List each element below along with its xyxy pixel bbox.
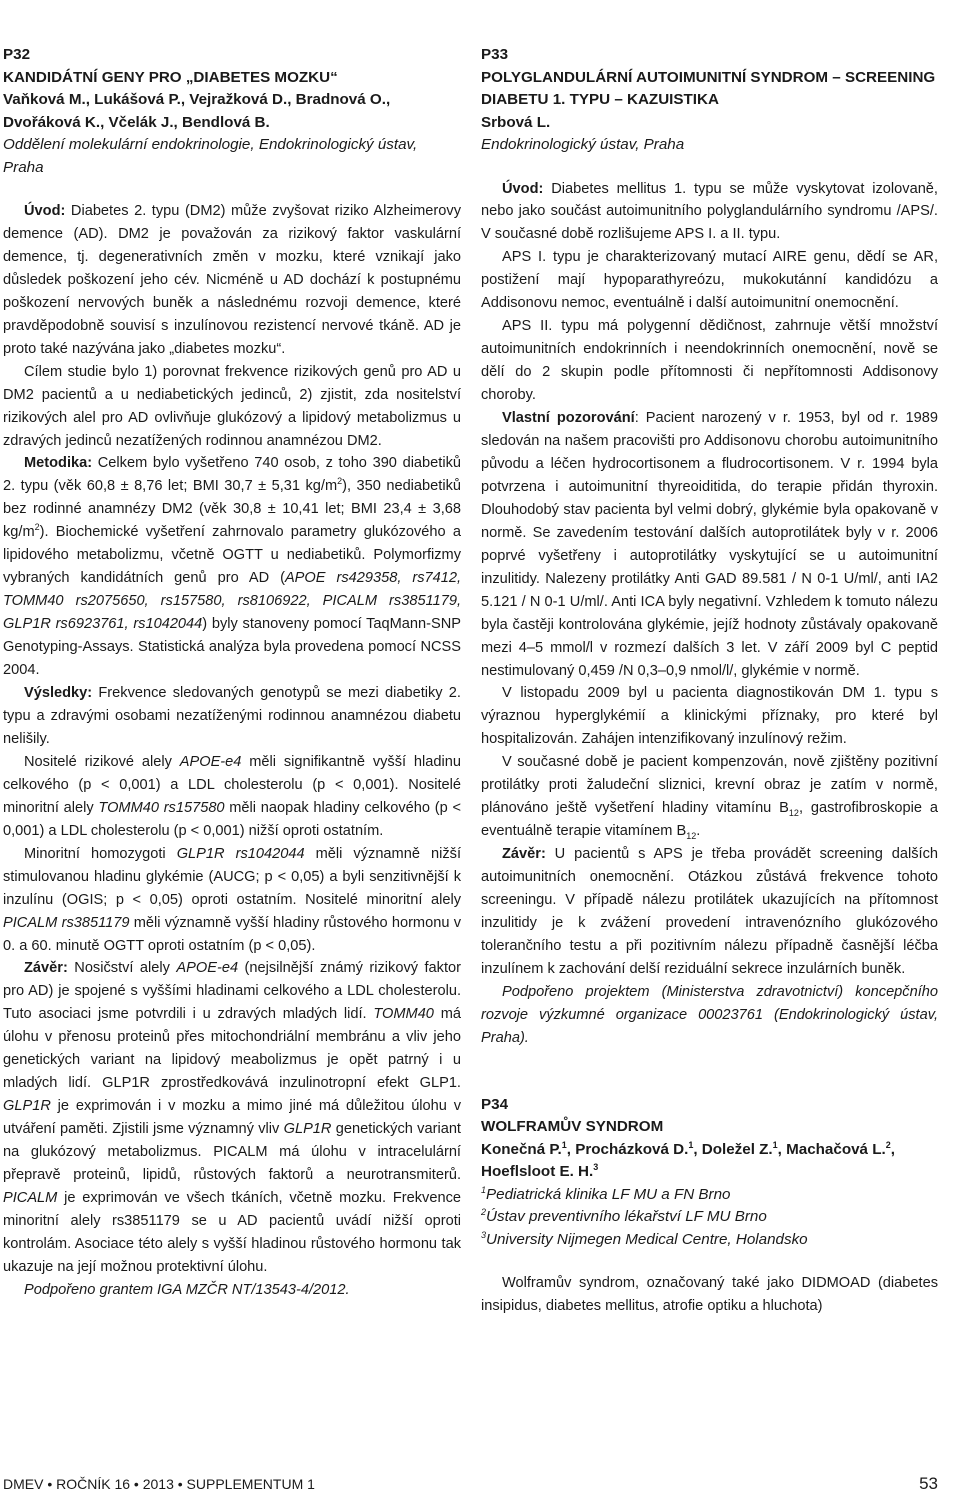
result-glp1r: Minoritní homozygoti GLP1R rs1042044 měli významně nižší stimulovanou hladinu glykémie (AUCG; p < 0,05) a byli senzitivnější k inzulínu (OGIS; p < 0,05) oproti ostatním. Nositelé minoritní alely PICALM rs3851179 měli významně vyšší hladiny růstového hormonu v 0. a 60. minutě OGTT oproti ostatním (p < 0,05). [3,845,461,954]
paragraph-soucasnost: V současné době je pacient kompenzován, nově zjištěny pozitivní protilátky proti žaludeční sliznici, krevní obraz je zatím v normě, plánováno ještě vyšetření hladiny vitamínu $B_{12}$, gastrofibroskopie a eventuálně terapie vitamínem $B_{12}$. [481,754,938,842]
abstract-id: P32 [3,46,31,63]
affiliation-3: $^3$University Nijmegen Medical Centre, Holandsko [481,1229,808,1248]
abstract-authors: Vaňková M., Lukášová P., Vejražková D., Bradnová O., Dvořáková K., Včelák J., Bendlová B. [3,91,391,131]
result-apoe: Nositelé rizikové alely APOE-e4 měli signifikantně vyšší hladinu celkového (p < 0,001) a LDL cholesterolu (p < 0,001). Nositelé minoritní alely TOMM40 rs157580 měli naopak hladiny celkového (p < 0,001) a LDL cholesterolu (p < 0,001) nižší oproti ostatním. [3,753,461,839]
section-uvod: Úvod: Diabetes 2. typu (DM2) může zvyšovat riziko Alzheimerovy demence (AD). DM2 je považován za rizikový faktor vaskulární demence, tj. degenerativních změn v mozku, které vznikají jako důsledek poškození jeho cév. Nicméně u AD dochází k postupnému poškození nervových buněk a následnému rozvoji demence, které pravděpodobně souvisí s inzulínovou rezistencí nervové tkáně. AD je proto také nazývána jako „diabetes mozku“. [3,203,461,357]
intro-paragraph: Wolframův syndrom, označovaný také jako DIDMOAD (diabetes insipidus, diabetes mellitus, atrofie optiku a hluchota) [481,1275,938,1315]
grant-note: Podpořeno grantem IGA MZČR NT/13543-4/2012. [24,1281,350,1298]
abstract-title: WOLFRAMŮV SYNDROM [481,1118,664,1136]
affiliation-2: $^2$Ústav preventivního lékařství LF MU Brno [481,1207,767,1226]
abstract-authors: Konečná P.$^1$, Procházková D.$^1$, Doležel Z.$^1$, Machačová L.$^2$, Hoeflsloot E. H.$^3$ [481,1139,895,1181]
aps2-paragraph: APS II. typu má polygenní dědičnost, zahrnuje větší množství autoimunitních endokrinních i neendokrinních onemocnění, nově se dělí do 2 skupin podle přítomnosti či nepřítomnosti Addisonovy choroby. [481,318,938,404]
affiliation-1: $^1$Pediatrická klinika LF MU a FN Brno [481,1184,731,1203]
abstract-authors: Srbová L. [481,113,551,131]
abstract-affiliation: Endokrinologický ústav, Praha [481,136,685,153]
abstract-affiliation: Oddělení molekulární endokrinologie, Endokrinologický ústav, Praha [3,136,418,176]
section-uvod: Úvod: Diabetes mellitus 1. typu se může vyskytovat izolovaně, nebo jako součást autoimunitního polyglandulárního syndromu /APS/. V současné době rozlišujeme APS I. a II. typu. [481,180,938,243]
abstract-title: POLYGLANDULÁRNÍ AUTOIMUNITNÍ SYNDROM – SCREENING DIABETU 1. TYPU – KAZUISTIKA [481,68,936,108]
section-zaver: Závěr: U pacientů s APS je třeba provádět screening dalších autoimunitních onemocnění. Otázkou zůstává frekvence tohoto screeningu. V případě nálezu protilátek ukazujících na přítomnost inzulitidy je k zvážení provedení intravenózního glukózového tolerančního testu a při pozitivním nálezu případně časnější léčba inzulínem k zachování delší reziduální sekrece inzulárních buněk. [481,846,938,977]
paragraph-listopad: V listopadu 2009 byl u pacienta diagnostikován DM 1. typu s výraznou hyperglykémií a klinickými příznaky, pro které byl hospitalizován. Zahájen intenzifikovaný inzulínový režim. [481,685,938,748]
abstract-title: KANDIDÁTNÍ GENY PRO „DIABETES MOZKU“ [3,68,338,86]
page-number: 53 [919,1474,938,1493]
section-vlastni-pozorovani: Vlastní pozorování: Pacient narozený v r. 1953, byl od r. 1989 sledován na našem pracovišti pro Addisonovu chorobu autoimunitního původu a léčen hydrocortisonem a fludrocortisonem. V r. 1994 byla potvrzena i autoimunitní thyreoiditida, do terapie přidán thyroxin. Dlouhodobý stav pacienta byl velmi dobrý, glykémie byla opakovaně v normě. Se zavedením testování dalších autoprotilátek byly v r. 2006 poprvé vyšetřeny i autoprotilátky vyskytující se u autoimunitní inzulitidy. Nalezeny protilátky Anti GAD 89.581 / N 0-1 U/ml/, anti IA2 5.121 / N 0-1 U/ml/. Anti ICA byly negativní. Vzhledem k tomuto nálezu byla častěji kontrolována glykémie, jejíž hodnoty zůstávaly opakovaně mezi 4–5 mmol/l v rozmezí dalších 3 let. V září 2009 byl C peptid nestimulovaný 0,459 /N 0,3–0,9 nmol/l/, glykémie v normě. [481,410,938,679]
section-vysledky: Výsledky: Frekvence sledovaných genotypů se mezi diabetiky 2. typu a zdravými osobami nezatíženými rodinnou anamnézou diabetu nelišily. [3,685,461,747]
grant-note: Podpořeno projektem (Ministerstva zdravotnictví) koncepčního rozvoje výzkumné organizace 00023761 (Endokrinologický ústav, Praha). [481,983,938,1046]
abstract-p32 [3,44,461,1302]
aps1-paragraph: APS I. typu je charakterizovaný mutací AIRE genu, dědí se AR, postižení mají hypoparathyreózu, mukokutánní kandidózu a Addisonovu nemoc, eventuálně i další autoimunitní onemocnění. [481,249,938,312]
section-zaver: Závěr: Nosičství alely APOE-e4 (nejsilnější známý rizikový faktor pro AD) je spojené s vyššími hladinami celkového a LDL cholesterolu. Tuto asociaci jsme potvrdili i u zdravých mladých lidí. TOMM40 má úlohu v přenosu proteinů přes mitochondriální membránu a vliv jeho genetických variant na lipidový meabolizmus je opět patrný i u mladých lidí. GLP1R zprostředkovává inzulinotropní efekt GLP1. GLP1R je exprimován i v mozku a mimo jiné má důležitou úlohu v utváření paměti. Zjistili jsme významný vliv GLP1R genetických variant na glukózový metabolizmus. PICALM má úlohu v intracelulární přepravě proteinů, lipidů, růstových faktorů a neurotransmiterů. PICALM je exprimován ve všech tkáních, včetně mozku. Frekvence minoritní alely rs3851179 se u AD pacientů uvádí nižší oproti kontrolám. Asociace této alely s vyšší hladinou růstového hormonu tak ukazuje na její možnou protektivní úlohu. [3,960,462,1275]
journal-info: DMEV • ROČNÍK 16 • 2013 • SUPPLEMENTUM 1 [3,1476,315,1492]
section-metodika: Metodika: Celkem bylo vyšetřeno 740 osob, z toho 390 diabetiků 2. typu (věk 60,8 ± 8,76 let; BMI 30,7 ± 5,31 $kg/m^2$), 350 nediabetiků bez rodinné anamnézy DM2 (věk 30,8 ± 10,41 let; BMI 23,4 ± 3,68 $kg/m^2$). Biochemické vyšetření zahrnovalo parametry glukózového a lipidového metabolizmu, včetně OGTT u nediabetiků. Polymorfizmy vybraných kandidátních genů pro AD (APOE rs429358, rs7412, TOMM40 rs2075650, rs157580, rs8106922, PICALM rs3851179, GLP1R rs6923761, rs1042044) byly stanoveny pomocí TaqMann-SNP Genotyping-Assays. Statistická analýza byla provedena pomocí NCSS 2004. [3,455,462,679]
abstract-id: P33 [481,46,509,63]
abstract-id: P34 [481,1095,509,1113]
section-cil: Cílem studie bylo 1) porovnat frekvence rizikových genů pro AD u DM2 pacientů a u nediabetických jedinců, 2) zjistit, zda nositelství rizikových alel pro AD ovlivňuje glukózový a lipidový metabolizmus u zdravých jedinců nezatížených rodinnou anamnézou DM2. [3,363,461,449]
abstract-p33-p34 [481,44,938,1318]
